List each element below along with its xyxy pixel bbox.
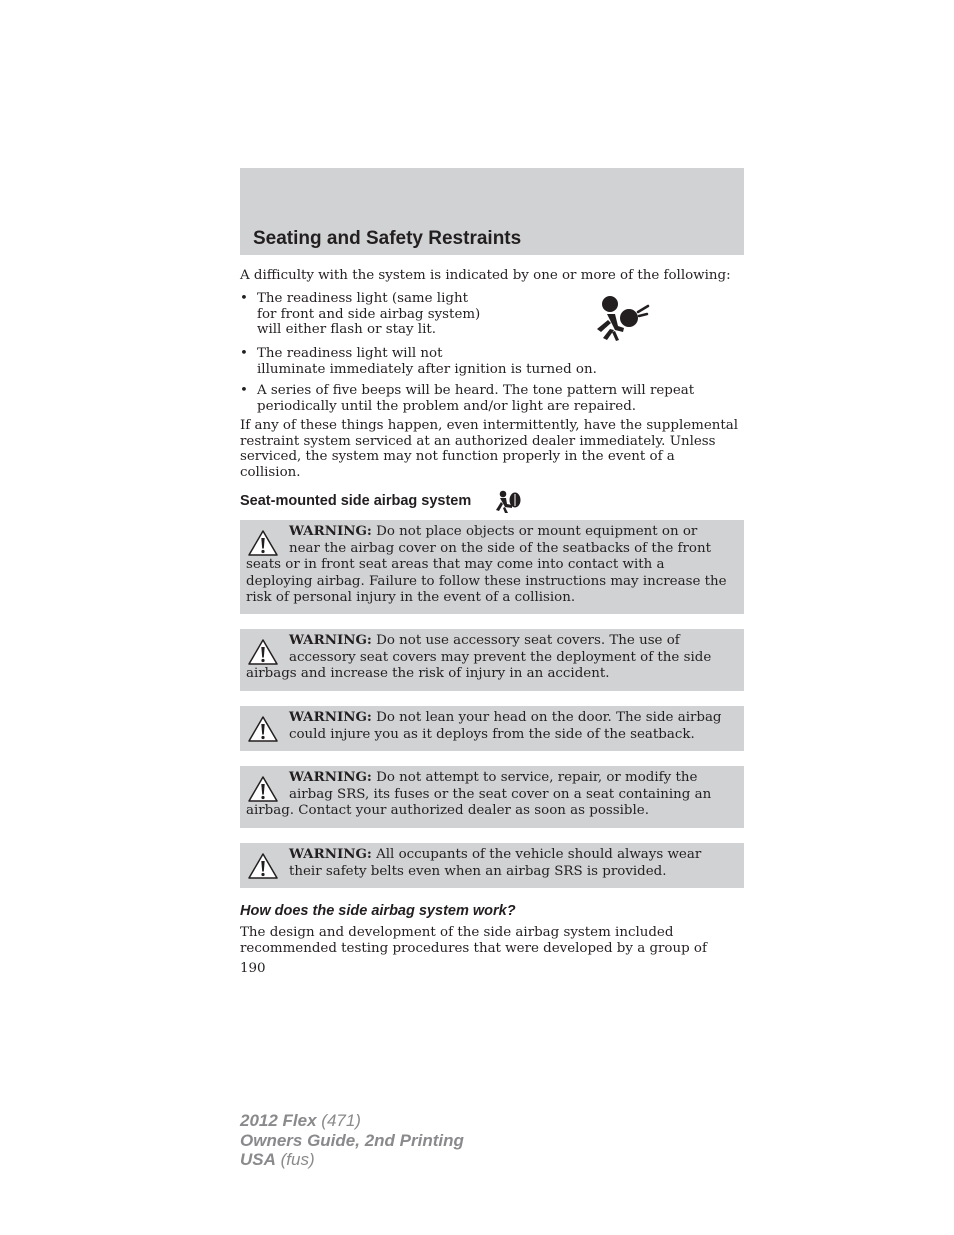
warning-line: seats or in front seat areas that may come into contact with a	[246, 557, 665, 572]
warning-box	[240, 843, 744, 888]
footer-guide: Owners Guide, 2nd Printing	[240, 1130, 464, 1150]
intro-text: A difficulty with the system is indicated by one or more of the following:	[240, 268, 731, 283]
warning-line: Do not use accessory seat covers. The use of	[371, 633, 680, 648]
warning-lead: WARNING:	[289, 523, 372, 539]
warning-line: could injure you as it deploys from the side of the seatback.	[289, 726, 695, 742]
bullet-line: periodically until the problem and/or light are repaired.	[257, 398, 637, 414]
warning-lead: WARNING:	[289, 769, 372, 785]
warning-line: near the airbag cover on the side of the seatbacks of the front	[289, 540, 711, 556]
side-airbag-icon	[494, 490, 522, 514]
paragraph-line: The design and development of the side airbag system included	[240, 925, 674, 940]
footer-market: USA	[240, 1150, 276, 1169]
bullet-dot: •	[240, 291, 248, 306]
footer-model: 2012 Flex	[240, 1111, 317, 1130]
paragraph-line: collision.	[240, 464, 301, 480]
paragraph-line: recommended testing procedures that were developed by a group of	[240, 940, 707, 956]
warning-line: airbags and increase the risk of injury in an accident.	[246, 666, 610, 681]
bullet-line: for front and side airbag system)	[257, 306, 481, 322]
bullet-line: illuminate immediately after ignition is turned on.	[257, 361, 597, 377]
warning-line: their safety belts even when an airbag SRS is provided.	[289, 863, 667, 879]
warning-text	[246, 709, 735, 743]
warning-lead: WARNING:	[289, 632, 372, 648]
service-paragraph	[240, 418, 745, 480]
paragraph-line: If any of these things happen, even intermittently, have the supplemental	[240, 418, 739, 433]
warning-box	[240, 629, 744, 691]
page-number: 190	[240, 961, 266, 976]
bullet-line: The readiness light (same light	[257, 291, 468, 306]
warning-text	[246, 846, 735, 880]
warning-lead: WARNING:	[289, 846, 372, 862]
warning-line: Do not place objects or mount equipment on or	[371, 524, 698, 539]
paragraph-line: restraint system serviced at an authorized dealer immediately. Unless	[240, 433, 716, 449]
warning-box	[240, 766, 744, 828]
warning-line: Do not lean your head on the door. The side airbag	[371, 710, 722, 725]
footer-imprint	[240, 1111, 464, 1170]
warning-lead: WARNING:	[289, 709, 372, 725]
warning-box	[240, 706, 744, 751]
bullet-dot: •	[240, 383, 248, 398]
warning-box	[240, 520, 744, 614]
warning-line: airbag. Contact your authorized dealer as soon as possible.	[246, 803, 649, 818]
question-heading: How does the side airbag system work?	[240, 903, 516, 919]
warning-line: risk of personal injury in the event of a collision.	[246, 590, 576, 605]
closing-paragraph	[240, 925, 745, 956]
warning-line: deploying airbag. Failure to follow these instructions may increase the	[246, 573, 727, 589]
warning-text	[246, 769, 735, 820]
warning-text	[246, 523, 735, 607]
bullet-line: The readiness light will not	[257, 346, 443, 361]
section-heading: Seat-mounted side airbag system	[240, 493, 472, 509]
bullet-dot: •	[240, 346, 248, 361]
bullet-line: A series of five beeps will be heard. The tone pattern will repeat	[257, 383, 695, 398]
section-title: Seating and Safety Restraints	[253, 228, 522, 249]
bullet-line: will either flash or stay lit.	[257, 322, 437, 337]
airbag-readiness-icon	[594, 294, 650, 342]
footer-code: (471)	[316, 1111, 361, 1130]
footer-market-code: (fus)	[275, 1150, 315, 1169]
warning-text	[246, 632, 735, 683]
paragraph-line: serviced, the system may not function properly in the event of a	[240, 449, 675, 464]
warning-line: airbag SRS, its fuses or the seat cover on a seat containing an	[289, 786, 712, 802]
warning-line: All occupants of the vehicle should always wear	[371, 847, 702, 862]
warning-line: Do not attempt to service, repair, or modify the	[371, 770, 698, 785]
warning-line: accessory seat covers may prevent the deployment of the side	[289, 649, 712, 665]
